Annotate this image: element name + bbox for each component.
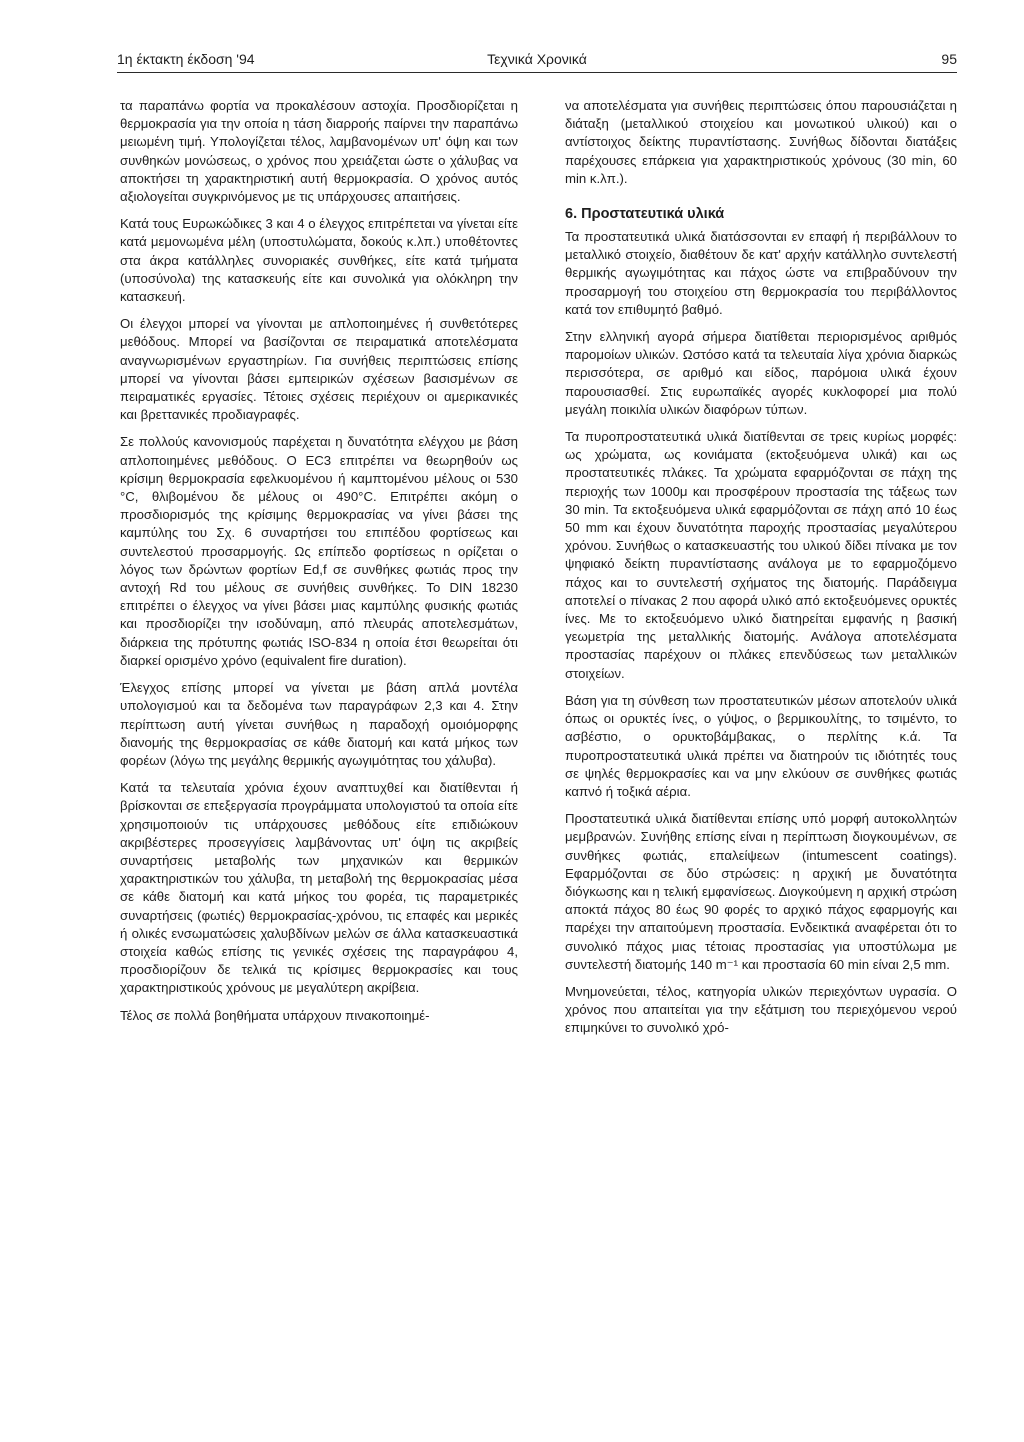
left-column (120, 97, 518, 1034)
paragraph: Τέλος σε πολλά βοηθήματα υπάρχουν πινακοποιημέ- (120, 1007, 430, 1023)
right-column (565, 97, 957, 1047)
paragraph: Προστατευτικά υλικά διατίθενται επίσης υπό μορφή αυτοκολλητών μεμβρανών. Συνήθης επίσης είναι η περίπτωση διογκουμένων, σε συνθήκες φωτιάς, επαλείψεων (intumescent coatings). Εφαρμόζονται σε δύο στρώσεις: η αρχική με δυνατότητα διόγκωσης και η τελική εμφανίσεως. Διογκούμενη η αρχική στρώση αποκτά πάχος 80 έως 90 φορές το αρχικό πάχος εφαρμογής και παρέχει την απαιτούμενη προστασία. Ενδεικτικά αναφέρεται ότι το συνολικό πάχος μιας τέτοιας προστασίας για υποστύλωμα με συντελεστή διατομής 140 m⁻¹ και προστασία 60 min είναι 2,5 mm. (565, 811, 957, 972)
paragraph: Σε πολλούς κανονισμούς παρέχεται η δυνατότητα ελέγχου με βάση απλοποιημένες μεθόδους. Ο EC3 επιτρέπει να θεωρηθούν ως κρίσιμη θερμοκρασία εφελκυομένου ή καμπτομένου μέλους οι 530 °C, θλιβομένου δε μέλους οι 490°C. Επιτρέπει ακόμη ο προσδιορισμός της κρίσιμης θερμοκρασίας να γίνει βάσει της καμπύλης του Σχ. 6 συναρτήσει του επιπέδου φορτίσεως και συντελεστού προσαρμογής. Ως επίπεδο φορτίσεως n ορίζεται ο λόγος των δρώντων φορτίων Ed,f σε συνθήκες φωτιάς προς την αντοχή Rd του μέλους σε συνήθεις συνθήκες. Το DIN 18230 επιτρέπει ο έλεγχος να γίνει βάσει μιας καμπύλης φυσικής φωτιάς και προσδιορίζει την ισοδύναμη, από πλευράς αποτελεσμάτων, διάρκεια της πρότυπης φωτιάς ISO-834 η οποία έτσι θεωρείται ότι διαρκεί ορισμένο χρόνο (equivalent fire duration). (120, 434, 518, 668)
journal-title: Τεχνικά Χρονικά (487, 51, 587, 67)
paragraph: Στην ελληνική αγορά σήμερα διατίθεται περιορισμένος αριθμός παρομοίων υλικών. Ωστόσο κατά τα τελευταία λίγα χρόνια διαρκώς περισσότερα, σε αριθμό και είδος, παρόμοια υλικά έχουν παρουσιασθεί. Στις ευρωπαϊκές αγορές κυκλοφορεί μια πολύ μεγάλη ποικιλία υλικών διαφόρων τύπων. (565, 329, 957, 417)
running-header (117, 50, 957, 74)
page-number: 95 (941, 51, 957, 67)
header-rule (117, 72, 957, 73)
section-heading: 6. Προστατευτικά υλικά (565, 206, 725, 223)
paragraph: Οι έλεγχοι μπορεί να γίνονται με απλοποιημένες ή συνθετότερες μεθόδους. Μπορεί να βασίζονται σε πειραματικά αποτελέσματα αναγνωρισμένων εργαστηρίων. Για συνήθεις περιπτώσεις επίσης μπορεί να γίνονται βάσει εμπειρικών σχέσεων βασισμένων σε πειραματικές εργασίες. Τέτοιες σχέσεις περιέχουν οι αμερικανικές και βρεττανικές προδιαγραφές. (120, 316, 518, 423)
paragraph: Μνημονεύεται, τέλος, κατηγορία υλικών περιεχόντων υγρασία. Ο χρόνος που απαιτείται για την εξάτμιση του περιεχόμενου νερού επιμηκύνει το συνολικό χρό- (565, 983, 957, 1036)
edition-label: 1η έκτακτη έκδοση '94 (117, 51, 255, 67)
paragraph: Κατά τους Ευρωκώδικες 3 και 4 ο έλεγχος επιτρέπεται να γίνεται είτε κατά μεμονωμένα μέλη (υποστυλώματα, δοκούς κ.λπ.) υποθέτοντες στα άκρα κατάλληλες συνοριακές συνθήκες, είτε κατά τμήματα (υποσύνολα) της κατασκευής είτε και συνολικά για ολόκληρη την κατασκευή. (120, 216, 518, 305)
paragraph: Τα προστατευτικά υλικά διατάσσονται εν επαφή ή περιβάλλουν το μεταλλικό στοιχείο, διαθέτουν δε κατ' αρχήν κατάλληλο συντελεστή θερμικής αγωγιμότητας και πάχος ώστε να επιβραδύνουν την προσαρμογή του στοιχείου στη θερμοκρασία του περιβάλλοντος κατά τον επιθυμητό βαθμό. (565, 229, 957, 317)
paragraph: να αποτελέσματα για συνήθεις περιπτώσεις όπου παρουσιάζεται η διάταξη (μεταλλικού στοιχείου και μονωτικού υλικού) και ο αντίστοιχος δείκτης πυραντίστασης. Συνήθως δίδονται διατάξεις παρέχουσες επάρκεια για χαρακτηριστικούς χρόνους (30 min, 60 min κ.λπ.). (565, 98, 957, 186)
paragraph: Έλεγχος επίσης μπορεί να γίνεται με βάση απλά μοντέλα υπολογισμού και τα δεδομένα των παραγράφων 2,3 και 4. Στην περίπτωση αυτή γίνεται συνήθως η παραδοχή ομοιόμορφης διανομής της θερμοκρασίας σε κάθε διατομή και κατά μήκος των φορέων (λόγω της μεγάλης θερμικής αγωγιμότητας του χάλυβα). (120, 680, 518, 768)
paragraph: Τα πυροπροστατευτικά υλικά διατίθενται σε τρεις κυρίως μορφές: ως χρώματα, ως κονιάματα (εκτοξευόμενα υλικά) και ως προστατευτικές πλάκες. Τα χρώματα εφαρμόζονται σε πάχη της περιοχής των 1000μ και προσφέρουν προστασία της τάξεως των 30 min. Τα εκτοξευόμενα υλικά εφαρμόζονται σε πάχη από 10 έως 50 mm και έχουν δυνατότητα παροχής προστασίας μεγαλύτερου χρόνου. Συνήθως ο κατασκευαστής του υλικού δίδει πίνακα με τον ψηφιακό δείκτη πυραντίστασης ανάλογα με το εφαρμοζόμενο πάχος και το συντελεστή σχήματος της διατομής. Παράδειγμα αποτελεί ο πίνακας 2 που αφορά υλικό από εκτοξευόμενες ορυκτές ίνες. Με το εκτοξευόμενο υλικό διατηρείται εμφανής η βασική γεωμετρία της μεταλλικής διατομής. Ανάλογα αποτελέσματα προστασίας παρέχουν οι πλάκες επενδύσεως των μεταλλικών στοιχείων. (565, 429, 957, 681)
paragraph: Κατά τα τελευταία χρόνια έχουν αναπτυχθεί και διατίθενται ή βρίσκονται σε επεξεργασία προγράμματα υπολογιστού τα οποία είτε χρησιμοποιούν τις υπάρχουσες μεθόδους είτε επιδιώκουν ακριβέστερες προσεγγίσεις λαμβάνοντας υπ' όψη τις ακριβείς συναρτήσεις μεταβολής των μηχανικών και θερμικών χαρακτηριστικών του χάλυβα, τη μεταβολή της θερμοκρασίας μέσα σε κάθε διατομή και κατά μήκος του φορέα, τις παραμετρικές συναρτήσεις (φωτιές) θερμοκρασίας-χρόνου, τις επαφές και μερικές ή ολικές ενσωματώσεις χαλυβδίνων μελών σε άλλα κατασκευαστικά στοιχεία καθώς επίσης τις γενικές σχέσεις της παραγράφου 4, προσδιορίζουν δε τελικά τις κρίσιμες θερμοκρασίες και τους χαρακτηριστικούς χρόνους με μεγαλύτερη ακρίβεια. (120, 780, 518, 996)
paragraph: τα παραπάνω φορτία να προκαλέσουν αστοχία. Προσδιορίζεται η θερμοκρασία για την οποία η τάση διαρροής παίρνει την παραπάνω μειωμένη τιμή. Υπολογίζεται τέλος, λαμβανομένων υπ' όψη και των συνθηκών μονώσεως, ο χρόνος που χρειάζεται ώστε ο χάλυβας να αποκτήσει τη χαρακτηριστική αυτή θερμοκρασία. Ο χρόνος αυτός αξιολογείται συγκρινόμενος με τις υπάρχουσες απαιτήσεις. (120, 98, 518, 205)
paragraph: Βάση για τη σύνθεση των προστατευτικών μέσων αποτελούν υλικά όπως οι ορυκτές ίνες, ο γύψος, ο βερμικουλίτης, το τσιμέντο, το ασβέστιο, ο ορυκτοβάμβακας, ο περλίτης κ.ά. Τα πυροπροστατευτικά υλικά πρέπει να διατηρούν τις ιδιότητές τους σε ψηλές θερμοκρασίες και να μην ελκύουν σε συνθήκες φωτιάς καπνό ή τοξικά αέρια. (565, 692, 957, 799)
